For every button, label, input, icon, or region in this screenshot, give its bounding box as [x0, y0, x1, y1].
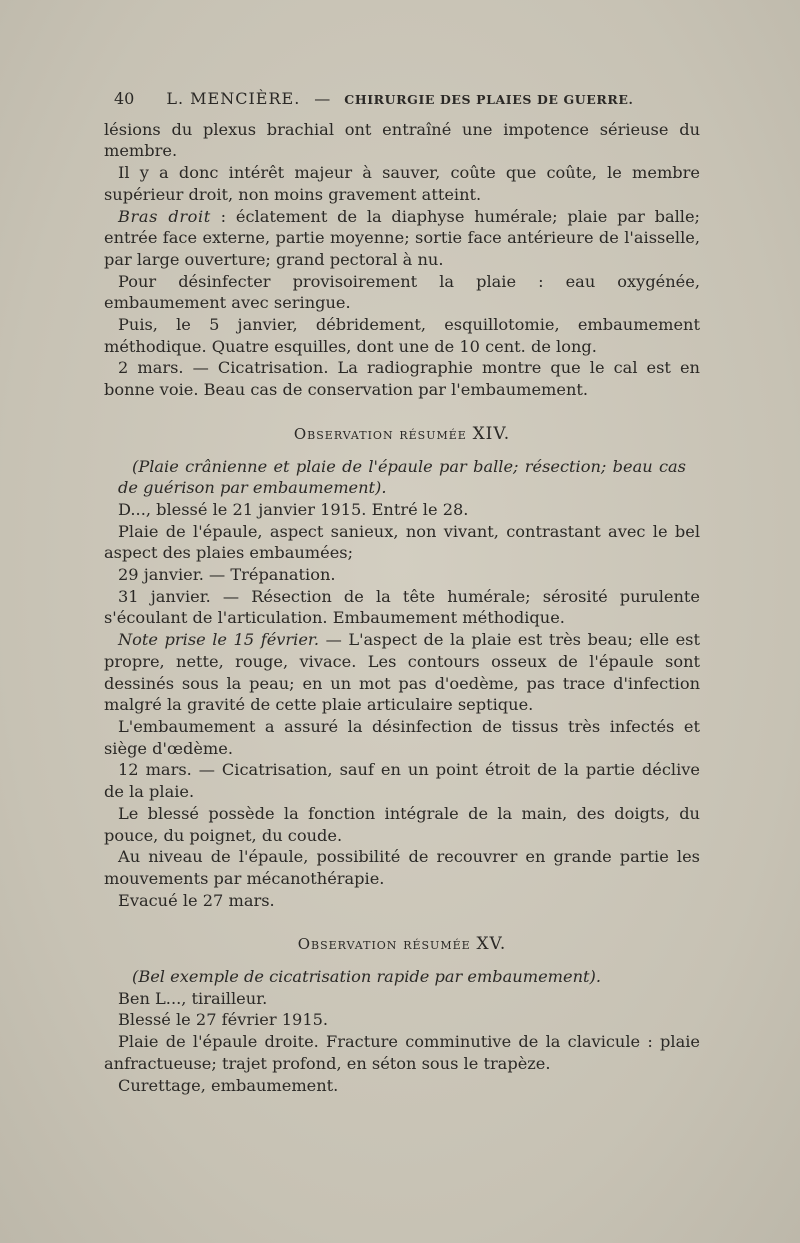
obs14-note-label: Note prise le 15 février.	[118, 630, 320, 650]
obs15-heading-number: XV.	[476, 934, 507, 955]
bras-droit-text: : éclatement de la diaphyse humérale; plaie par balle; entrée face externe, partie moyenne; sortie face antérieure de l'aisselle, par large ouverture; grand pectoral à nu.	[104, 206, 700, 269]
obs15-paragraph: Curettage, embaumement.	[118, 1075, 339, 1095]
obs14-paragraph: L'embaumement a assuré la désinfection de tissus très infectés et siège d'œdème.	[104, 716, 700, 758]
obs14-note-paragraph	[104, 629, 700, 716]
obs14-note-text: — L'aspect de la plaie est très beau; elle est propre, nette, rouge, vivace. Les contours osseux de l'épaule sont dessinés sous la peau; en un mot pas d'oedème, pas trace d'infection malgré la gravité de cette plaie articulaire septique.	[104, 630, 700, 715]
obs14-paragraph: D..., blessé le 21 janvier 1915. Entré le 28.	[118, 499, 469, 519]
obs15-heading-label: Observation résumée	[297, 935, 471, 954]
running-header	[114, 88, 700, 111]
intro-paragraph-5: Puis, le 5 janvier, débridement, esquillotomie, embaumement méthodique. Quatre esquilles, dont une de 10 cent. de long.	[104, 315, 700, 356]
page-text	[104, 88, 700, 1096]
obs14-subtitle: (Plaie crânienne et plaie de l'épaule par balle; résection; beau cas de guérison par embaumement).	[118, 456, 686, 498]
obs14-heading-label: Observation résumée	[293, 424, 467, 443]
header-dash: —	[314, 89, 331, 108]
obs15-subtitle: (Bel exemple de cicatrisation rapide par embaumement).	[132, 967, 601, 987]
obs14-paragraph: Le blessé possède la fonction intégrale de la main, des doigts, du pouce, du poignet, du coude.	[104, 803, 700, 845]
page-number: 40	[114, 89, 135, 108]
obs15-paragraph: Ben L..., tirailleur.	[118, 988, 268, 1008]
header-title: CHIRURGIE DES PLAIES DE GUERRE.	[344, 92, 634, 107]
obs14-paragraph: 31 janvier. — Résection de la tête humérale; sérosité purulente s'écoulant de l'articulation. Embaumement méthodique.	[104, 586, 700, 628]
obs14-paragraph: Evacué le 27 mars.	[118, 890, 275, 910]
bras-droit-label: Bras droit	[118, 206, 211, 226]
obs14-paragraph: 29 janvier. — Trépanation.	[118, 565, 336, 585]
obs14-paragraph: Au niveau de l'épaule, possibilité de recouvrer en grande partie les mouvements par mécanothérapie.	[104, 847, 700, 888]
header-author: L. MENCIÈRE.	[166, 89, 301, 108]
intro-paragraph-2: Il y a donc intérêt majeur à sauver, coûte que coûte, le membre supérieur droit, non moins gravement atteint.	[104, 163, 700, 204]
obs15-heading	[104, 934, 700, 956]
obs14-paragraph: Plaie de l'épaule, aspect sanieux, non vivant, contrastant avec le bel aspect des plaies embaumées;	[104, 521, 700, 563]
obs14-heading	[104, 424, 700, 446]
intro-paragraph-3	[104, 206, 700, 271]
obs15-paragraph: Plaie de l'épaule droite. Fracture comminutive de la clavicule : plaie anfractueuse; trajet profond, en séton sous le trapèze.	[104, 1032, 700, 1073]
obs15-paragraph: Blessé le 27 février 1915.	[118, 1010, 329, 1030]
obs14-paragraph: 12 mars. — Cicatrisation, sauf en un point étroit de la partie déclive de la plaie.	[104, 760, 700, 802]
intro-paragraph-1: lésions du plexus brachial ont entraîné une impotence sérieuse du membre.	[104, 119, 700, 161]
intro-paragraph-4: Pour désinfecter provisoirement la plaie : eau oxygénée, embaumement avec seringue.	[104, 271, 700, 313]
obs14-heading-number: XIV.	[472, 423, 511, 444]
intro-paragraph-6: 2 mars. — Cicatrisation. La radiographie montre que le cal est en bonne voie. Beau cas de conservation par l'embaumement.	[104, 358, 700, 400]
